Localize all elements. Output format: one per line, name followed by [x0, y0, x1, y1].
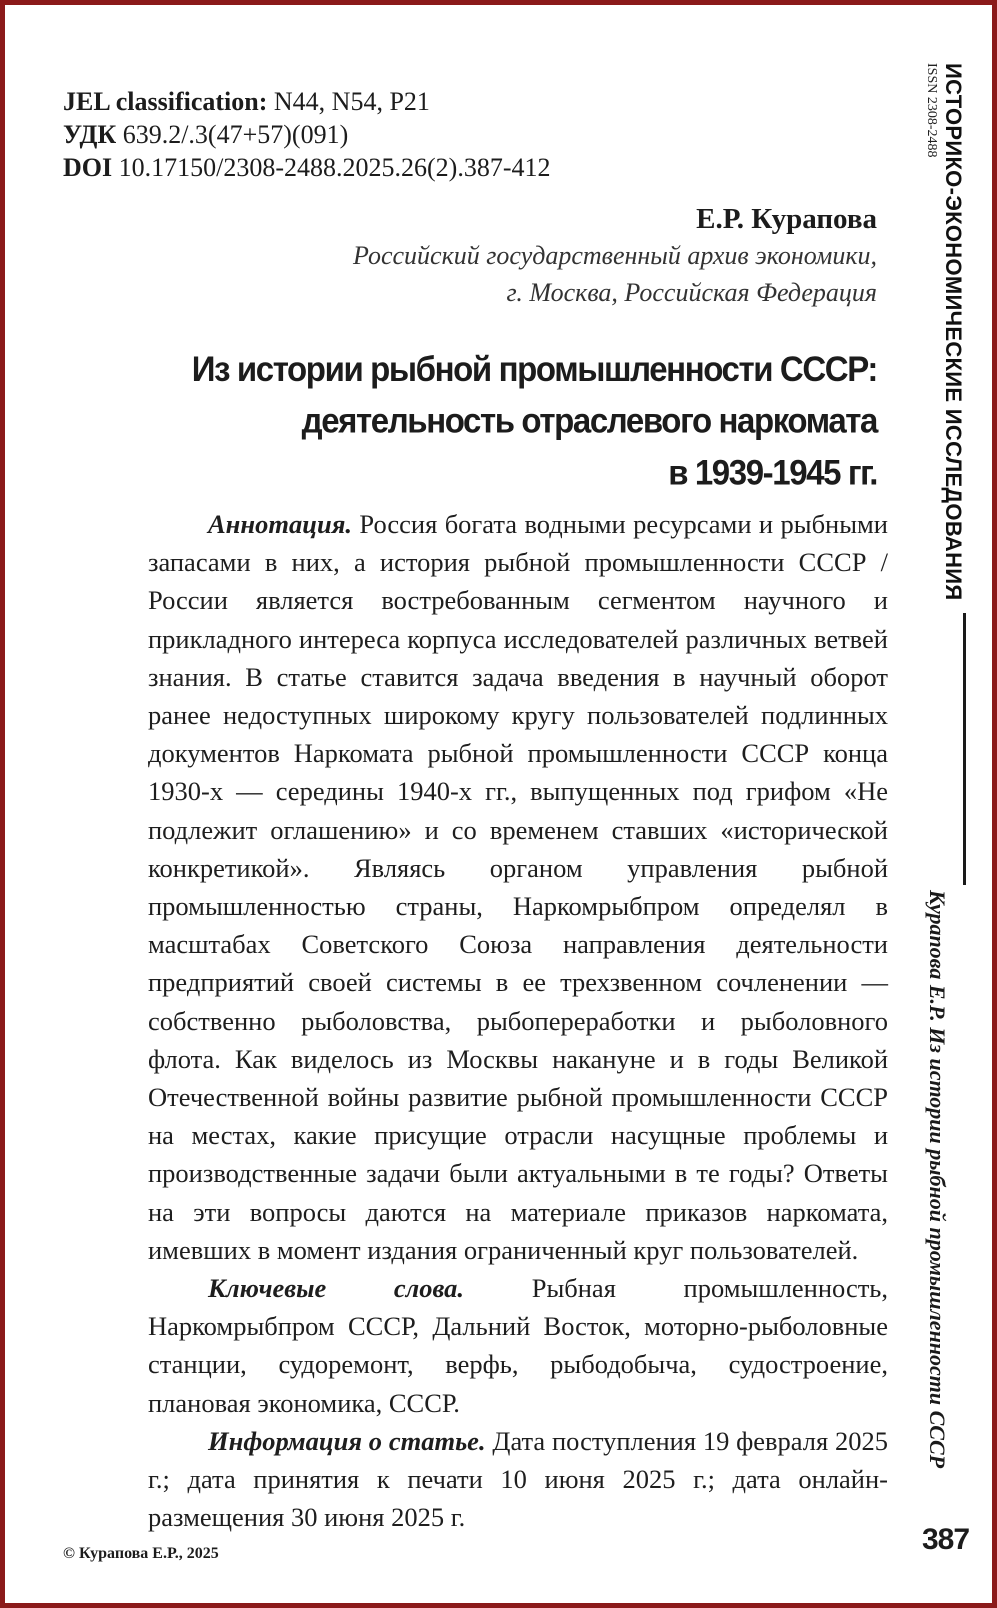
- issn-rail: ISSN 2308-2488: [924, 63, 939, 158]
- doi-value: 10.17150/2308-2488.2025.26(2).387-412: [118, 153, 551, 182]
- author-affiliation-line2: г. Москва, Российская Федерация: [506, 278, 877, 307]
- article-metadata: [63, 85, 550, 184]
- abstract-label: Аннотация.: [208, 509, 352, 539]
- udk-label: УДК: [63, 120, 117, 149]
- author-block: [353, 201, 877, 311]
- jel-value: N44, N54, P21: [273, 87, 430, 116]
- journal-title-rail: ИСТОРИКО-ЭКОНОМИЧЕСКИЕ ИССЛЕДОВАНИЯ: [941, 63, 966, 601]
- title-line2: деятельность отраслевого наркомата: [301, 400, 877, 441]
- copyright-notice: © Курапова Е.Р., 2025: [63, 1545, 219, 1562]
- running-head-rail: Курапова Е.Р. Из истории рыбной промышленности СССР: [925, 890, 950, 1469]
- article-info-label: Информация о статье.: [208, 1425, 486, 1456]
- page-number: 387: [922, 1523, 970, 1556]
- keywords-paragraph: [148, 1269, 888, 1422]
- jel-label: JEL classification:: [63, 87, 268, 116]
- keywords-label: Ключевые слова.: [208, 1273, 465, 1304]
- udk-value: 639.2/.3(47+57)(091): [122, 120, 349, 149]
- doi-line: [63, 151, 550, 184]
- jel-line: [63, 85, 550, 118]
- author-name: Е.Р. Курапова: [696, 203, 877, 235]
- abstract-text: Россия богата водными ресурсами и рыбными запасами в них, а история рыбной промышленности СССР / России является востребованным сегментом научного и прикладного интереса корпуса исследователей различных ветвей знания. В статье ставится задача введения в научный оборот ранее недоступных широкому кругу пользователей подлинных документов Наркомата рыбной промышленности СССР конца 1930-х — середины 1940-х гг., выпущенных под грифом «Не подлежит оглашению» и со временем ставших «исторической конкретикой». Являясь органом управления рыбной промышленностью страны, Наркомрыбпром определял в масштабах Советского Союза направления деятельности предприятий своей системы в ее трехзвенном сочленении — собственно рыболовства, рыбопереработки и рыболовного флота. Как виделось из Москвы накануне и в годы Великой Отечественной войны развитие рыбной промышленности СССР на местах, какие присущие отрасли насущные проблемы и производственные задачи были актуальными в те годы? Ответы на эти вопросы даются на материале приказов наркомата, имевших в момент издания ограниченный круг пользователей.: [148, 509, 888, 1265]
- article-title: [117, 343, 877, 499]
- keywords-text: Рыбная промышленность, Наркомрыбпром СССР, Дальний Восток, моторно-рыболовные станции, судоремонт, верфь, рыбодобыча, судостроение, плановая экономика, СССР.: [148, 1273, 889, 1418]
- title-line3: в 1939-1945 гг.: [668, 452, 877, 493]
- doi-label: DOI: [63, 153, 113, 182]
- article-abstract-section: [148, 505, 888, 1536]
- udk-line: [63, 118, 550, 151]
- article-info-text: Дата поступления 19 февраля 2025 г.; дата принятия к печати 10 июня 2025 г.; дата онлайн-размещения 30 июня 2025 г.: [148, 1425, 889, 1533]
- title-line1: Из истории рыбной промышленности СССР:: [191, 348, 877, 389]
- author-affiliation-line1: Российский государственный архив экономики,: [353, 241, 877, 270]
- rail-divider: [963, 613, 966, 885]
- abstract-paragraph: [148, 505, 888, 1269]
- article-info-paragraph: [148, 1422, 888, 1537]
